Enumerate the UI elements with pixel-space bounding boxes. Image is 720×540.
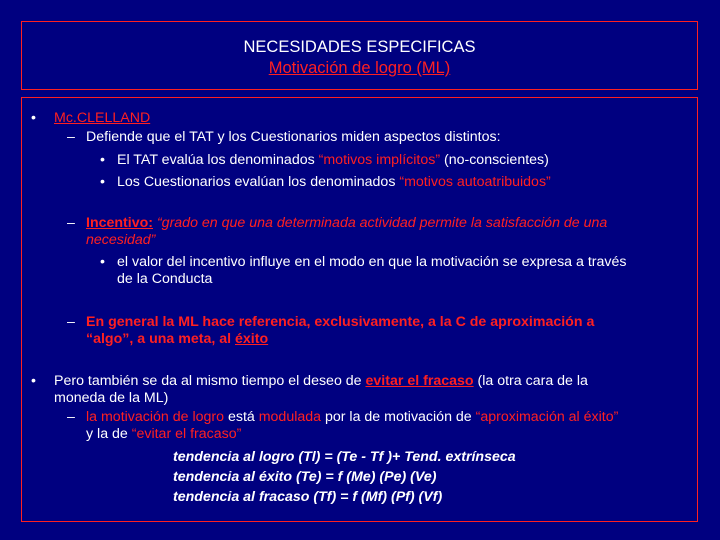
- slide-title: NECESIDADES ESPECIFICAS: [243, 38, 476, 56]
- modulation-text: la motivación de logro está modulada por la de motivación de “aproximación al éxito”: [86, 409, 619, 425]
- dash-item-text: Defiende que el TAT y los Cuestionarios miden aspectos distintos:: [86, 129, 501, 145]
- bullet-heading-mcclelland: Mc.CLELLAND: [54, 110, 151, 126]
- sub-bullet-text: el valor del incentivo influye en el modo en que la motivación se expresa a través: [117, 254, 627, 270]
- sub-bullet-text: El TAT evalúa los denominados “motivos implícitos” (no-conscientes): [117, 152, 549, 168]
- slide-subtitle: Motivación de logro (ML): [268, 59, 451, 77]
- dash-marker: –: [67, 129, 75, 145]
- bullet-marker: •: [31, 373, 36, 389]
- sub-bullet-marker: •: [100, 174, 105, 190]
- ml-summary-text: En general la ML hace referencia, exclusivamente, a la C de aproximación a: [86, 314, 595, 330]
- sub-bullet-marker: •: [100, 152, 105, 168]
- sub-bullet-marker: •: [100, 254, 105, 270]
- modulation-text-cont: y la de “evitar el fracaso”: [86, 426, 242, 442]
- sub-bullet-text: Los Cuestionarios evalúan los denominados “motivos autoatribuidos”: [117, 174, 551, 190]
- incentivo-definition: Incentivo: “grado en que una determinada actividad permite la satisfacción de una: [86, 215, 608, 231]
- sub-bullet-text-cont: de la Conducta: [117, 271, 213, 287]
- title-box: [21, 21, 698, 90]
- formula-fracaso: tendencia al fracaso (Tf) = f (Mf) (Pf) (Vf): [173, 489, 443, 505]
- bullet-marker: •: [31, 110, 36, 126]
- formula-exito: tendencia al éxito (Te) = f (Me) (Pe) (Ve): [173, 469, 437, 485]
- dash-marker: –: [67, 409, 75, 425]
- ml-summary-text-cont: “algo”, a una meta, al éxito: [86, 331, 269, 347]
- formula-logro: tendencia al logro (Tl) = (Te - Tf )+ Tend. extrínseca: [173, 449, 516, 465]
- dash-marker: –: [67, 215, 75, 231]
- dash-marker: –: [67, 314, 75, 330]
- bullet-text-cont: moneda de la ML): [54, 390, 169, 406]
- bullet-text: Pero también se da al mismo tiempo el deseo de evitar el fracaso (la otra cara de la: [54, 373, 588, 389]
- incentivo-definition-cont: necesidad”: [86, 232, 156, 248]
